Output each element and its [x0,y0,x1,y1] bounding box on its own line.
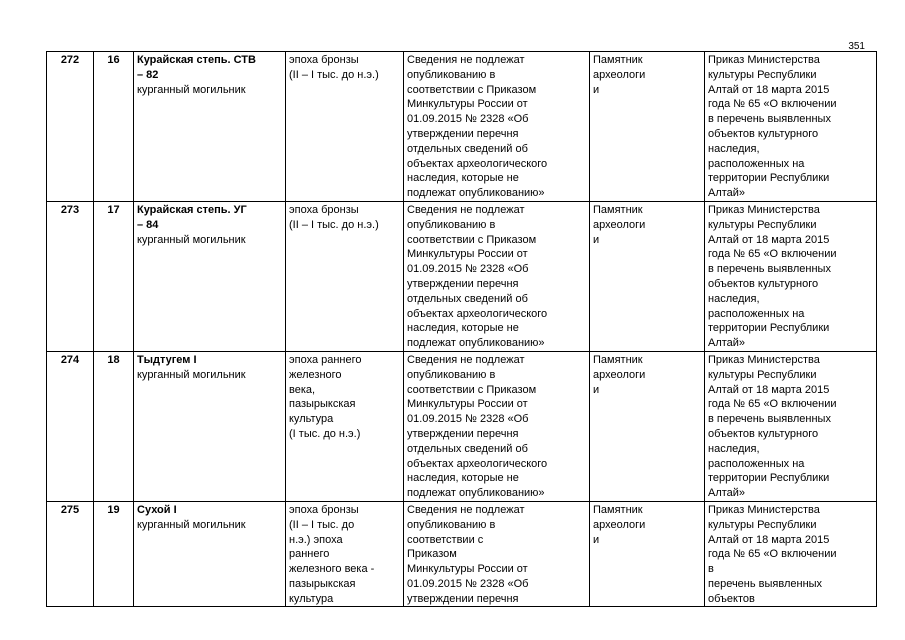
row-sub-number: 18 [94,351,134,501]
dating-cell: эпоха бронзы (II – I тыс. до н.э.) [286,52,404,202]
category-cell: Памятник археологи и [590,351,705,501]
heritage-registry-table [46,51,877,607]
object-name: Курайская степь. СТВ – 82 [137,54,256,81]
object-type: курганный могильник [137,83,246,96]
document-cell: Приказ Министерства культуры Республики Алтай от 18 марта 2015 года № 65 «О включении в перечень выявленных объектов культурного наследия, расположенных на территории Республики Алтай» [705,351,877,501]
row-sub-number: 17 [94,201,134,351]
dating-cell: эпоха раннего железного века, пазырыкская культура (I тыс. до н.э.) [286,351,404,501]
object-type: курганный могильник [137,233,246,246]
row-sub-number: 19 [94,501,134,607]
table-row [47,201,877,351]
object-type: курганный могильник [137,518,246,531]
table-row [47,501,877,607]
object-name-cell [134,351,286,501]
category-cell: Памятник археологи и [590,52,705,202]
object-name: Тыдтугем I [137,353,197,366]
dating-cell: эпоха бронзы (II – I тыс. до н.э.) эпоха раннего железного века - пазырыкская культура [286,501,404,607]
category-cell: Памятник археологи и [590,501,705,607]
document-cell: Приказ Министерства культуры Республики Алтай от 18 марта 2015 года № 65 «О включении в перечень выявленных объектов культурного наследия, расположенных на территории Республики Алтай» [705,52,877,202]
row-number: 274 [47,351,94,501]
info-cell: Сведения не подлежат опубликованию в соответствии с Приказом Минкультуры России от 01.09.2015 № 2328 «Об утверждении перечня отдельных сведений об объектах археологического наследия, которые не подлежат опубликованию» [404,351,590,501]
page-number: 351 [848,41,865,52]
object-name: Курайская степь. УГ – 84 [137,203,247,231]
category-cell: Памятник археологи и [590,201,705,351]
row-sub-number: 16 [94,52,134,202]
object-type: курганный могильник [137,368,246,381]
object-name-cell [134,201,286,351]
object-name-cell [134,52,286,202]
object-name: Сухой I [137,503,177,516]
row-number: 275 [47,501,94,607]
table-row [47,52,877,202]
row-number: 273 [47,201,94,351]
info-cell: Сведения не подлежат опубликованию в соответствии с Приказом Минкультуры России от 01.09.2015 № 2328 «Об утверждении перечня [404,501,590,607]
document-cell: Приказ Министерства культуры Республики Алтай от 18 марта 2015 года № 65 «О включении в перечень выявленных объектов [705,501,877,607]
table-row [47,351,877,501]
object-name-cell [134,501,286,607]
info-cell: Сведения не подлежат опубликованию в соответствии с Приказом Минкультуры России от 01.09.2015 № 2328 «Об утверждении перечня отдельных сведений об объектах археологического наследия, которые не подлежат опубликованию» [404,201,590,351]
document-cell: Приказ Министерства культуры Республики Алтай от 18 марта 2015 года № 65 «О включении в перечень выявленных объектов культурного наследия, расположенных на территории Республики Алтай» [705,201,877,351]
info-cell: Сведения не подлежат опубликованию в соответствии с Приказом Минкультуры России от 01.09.2015 № 2328 «Об утверждении перечня отдельных сведений об объектах археологического наследия, которые не подлежат опубликованию» [404,52,590,202]
row-number: 272 [47,52,94,202]
dating-cell: эпоха бронзы (II – I тыс. до н.э.) [286,201,404,351]
